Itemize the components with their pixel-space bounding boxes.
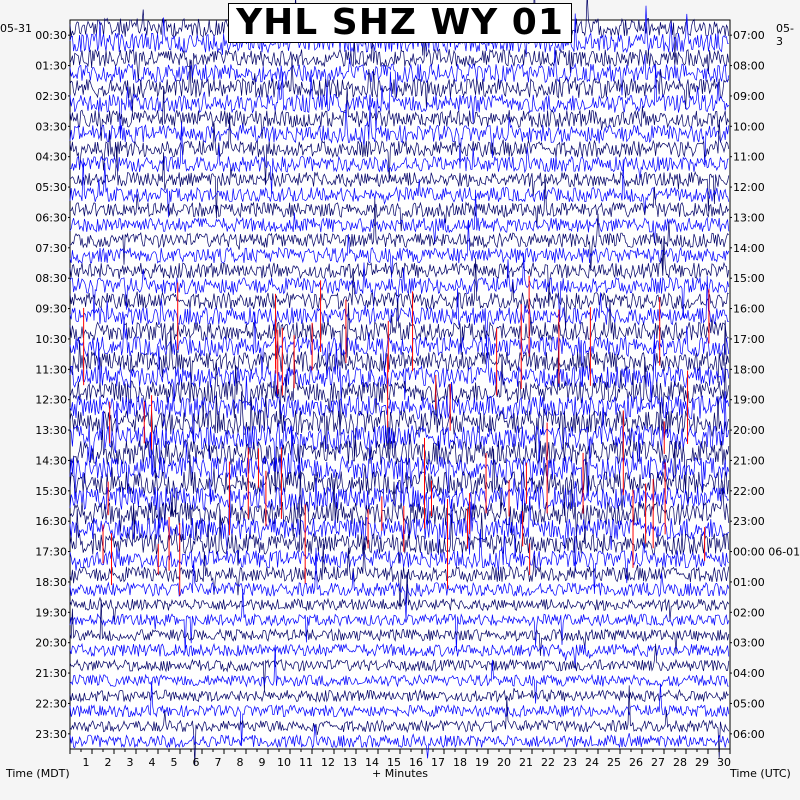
x-tick-label: 21 (519, 756, 533, 769)
x-tick-label: 15 (387, 756, 401, 769)
right-hour-label: 12:00 (733, 181, 765, 195)
right-hour-label: 23:00 (733, 515, 765, 529)
left-hour-label: 16:30 (35, 515, 67, 529)
x-tick-label: 2 (104, 756, 112, 769)
right-hour-label: 10:00 (733, 120, 765, 134)
x-tick-label: 14 (365, 756, 379, 769)
x-tick-label: 18 (453, 756, 467, 769)
x-tick-label: 20 (497, 756, 511, 769)
x-tick-label: 12 (321, 756, 335, 769)
right-hour-label: 20:00 (733, 424, 765, 438)
left-hour-label: 08:30 (35, 272, 67, 286)
right-hour-label: 14:00 (733, 241, 765, 255)
left-hour-label: 17:30 (35, 545, 67, 559)
x-tick-label: 28 (673, 756, 687, 769)
left-axis-label: Time (MDT) (6, 767, 70, 780)
x-tick-label: 1 (82, 756, 90, 769)
right-hour-label: 22:00 (733, 484, 765, 498)
right-hour-label: 16:00 (733, 302, 765, 316)
left-hour-label: 04:30 (35, 150, 67, 164)
left-hour-label: 02:30 (35, 89, 67, 103)
right-hour-label: 07:00 (733, 29, 765, 43)
right-hour-label: 08:00 (733, 59, 765, 73)
x-tick-label: 27 (651, 756, 665, 769)
left-hour-label: 18:30 (35, 575, 67, 589)
x-tick-label: 29 (695, 756, 709, 769)
x-tick-label: 22 (541, 756, 555, 769)
right-hour-label: 19:00 (733, 393, 765, 407)
x-tick-label: 4 (148, 756, 156, 769)
left-hour-label: 20:30 (35, 636, 67, 650)
left-hour-label: 01:30 (35, 59, 67, 73)
x-tick-label: 11 (299, 756, 313, 769)
right-hour-label: 02:00 (733, 606, 765, 620)
right-hour-label: 21:00 (733, 454, 765, 468)
x-tick-label: 13 (343, 756, 357, 769)
right-hour-label: 18:00 (733, 363, 765, 377)
x-tick-label: 24 (585, 756, 599, 769)
right-hour-label: 17:00 (733, 332, 765, 346)
left-hour-label: 19:30 (35, 606, 67, 620)
right-hour-label: 03:00 (733, 636, 765, 650)
left-hour-label: 10:30 (35, 332, 67, 346)
right-hour-label: 11:00 (733, 150, 765, 164)
x-tick-label: 10 (277, 756, 291, 769)
right-hour-label: 01:00 (733, 575, 765, 589)
x-tick-label: 7 (214, 756, 222, 769)
x-tick-label: 8 (236, 756, 244, 769)
left-hour-label: 00:30 (35, 29, 67, 43)
right-hour-label: 15:00 (733, 272, 765, 286)
x-tick-label: 23 (563, 756, 577, 769)
left-hour-label: 11:30 (35, 363, 67, 377)
right-date-label: 05-3 (776, 22, 794, 48)
left-hour-label: 22:30 (35, 697, 67, 711)
left-hour-label: 05:30 (35, 181, 67, 195)
left-hour-label: 03:30 (35, 120, 67, 134)
left-hour-label: 15:30 (35, 484, 67, 498)
x-tick-label: 9 (258, 756, 266, 769)
x-axis-label: + Minutes (372, 767, 429, 780)
left-date-label: 05-31 (0, 22, 32, 35)
x-tick-label: 19 (475, 756, 489, 769)
x-tick-label: 17 (431, 756, 445, 769)
right-axis-label: Time (UTC) (730, 767, 791, 780)
x-tick-label: 6 (192, 756, 200, 769)
right-hour-label: 09:00 (733, 89, 765, 103)
x-tick-label: 3 (126, 756, 134, 769)
left-hour-label: 13:30 (35, 424, 67, 438)
left-hour-label: 14:30 (35, 454, 67, 468)
left-hour-label: 23:30 (35, 727, 67, 741)
left-hour-label: 12:30 (35, 393, 67, 407)
x-tick-label: 16 (409, 756, 423, 769)
left-hour-label: 07:30 (35, 241, 67, 255)
right-hour-label: 05:00 (733, 697, 765, 711)
right-hour-label: 13:00 (733, 211, 765, 225)
left-hour-label: 09:30 (35, 302, 67, 316)
right-hour-label: 04:00 (733, 667, 765, 681)
left-hour-label: 06:30 (35, 211, 67, 225)
x-tick-label: 25 (607, 756, 621, 769)
left-hour-label: 21:30 (35, 667, 67, 681)
right-hour-label: 06:00 (733, 727, 765, 741)
chart-title: YHL SHZ WY 01 (228, 3, 572, 43)
x-tick-label: 30 (717, 756, 731, 769)
x-tick-label: 26 (629, 756, 643, 769)
right-hour-label: 00:00 06-01 (733, 545, 800, 559)
x-tick-label: 5 (170, 756, 178, 769)
